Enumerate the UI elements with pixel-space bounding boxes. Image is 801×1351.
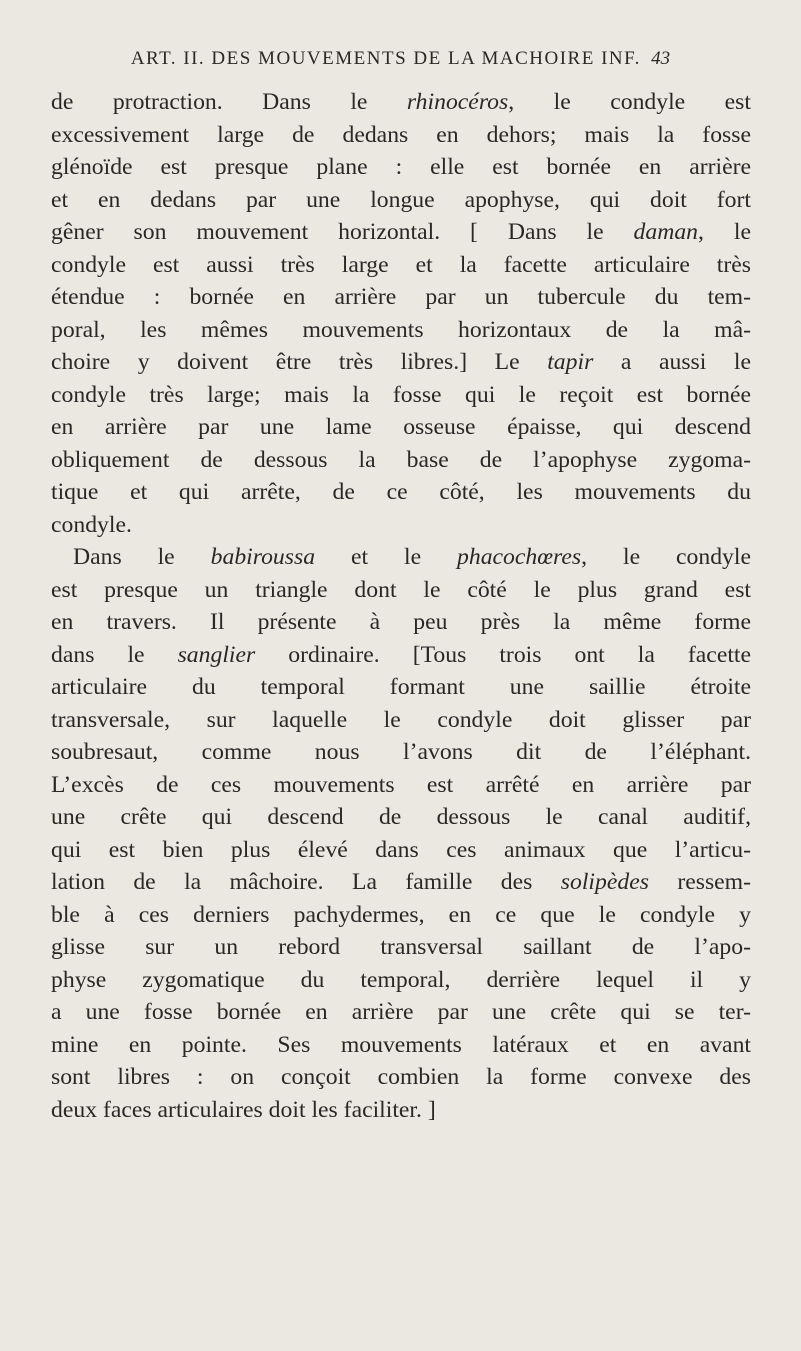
text-run: ble à ces derniers pachydermes, en ce que le condyle y — [51, 901, 751, 928]
body-text — [51, 86, 751, 1126]
text-run: choire y doivent être très libres.] Le — [51, 349, 548, 375]
italic-term: solipèdes — [560, 869, 649, 895]
text-line — [51, 314, 751, 347]
text-run: L’excès de ces mouvements est arrêté en arrière par — [51, 771, 751, 798]
text-line — [51, 86, 751, 119]
text-line — [51, 964, 751, 997]
text-line — [51, 931, 751, 964]
text-line — [51, 184, 751, 217]
text-run: articulaire du temporal formant une saillie étroite — [51, 674, 751, 700]
text-run: gêner son mouvement horizontal. [ Dans le — [51, 219, 634, 245]
text-line — [51, 834, 751, 867]
text-run: sont libres : on conçoit combien la forme convexe des — [51, 1064, 751, 1090]
text-run: , le condyle — [581, 544, 751, 570]
text-run: a aussi le — [593, 349, 752, 375]
text-line — [51, 509, 751, 542]
text-run: de protraction. Dans le — [51, 89, 407, 115]
text-line — [51, 411, 751, 444]
text-line — [51, 801, 751, 834]
italic-term: rhinocéros — [406, 89, 509, 115]
text-run: mine en pointe. Ses mouvements latéraux et en avant — [51, 1031, 751, 1058]
text-run: en travers. Il présente à peu près la même forme — [51, 609, 751, 635]
text-run: condyle très large; mais la fosse qui le reçoit est bornée — [51, 381, 751, 408]
text-run: ordinaire. [Tous trois ont la facette — [255, 641, 752, 668]
text-run: transversale, sur laquelle le condyle doit glisser par — [51, 706, 751, 733]
text-run: excessivement large de dedans en dehors; mais la fosse — [51, 121, 751, 148]
running-header — [0, 48, 801, 70]
text-run: a une fosse bornée en arrière par une crête qui se ter- — [51, 999, 751, 1025]
text-line — [51, 476, 751, 509]
text-run: qui est bien plus élevé dans ces animaux que l’articu- — [51, 836, 751, 863]
text-line — [51, 346, 751, 379]
italic-term: sanglier — [177, 641, 256, 668]
text-run: tique et qui arrête, de ce côté, les mouvements du — [51, 479, 751, 505]
text-line — [51, 769, 751, 802]
text-line — [51, 899, 751, 932]
text-run: poral, les mêmes mouvements horizontaux de la mâ- — [51, 316, 751, 343]
text-line — [51, 119, 751, 152]
text-run: dans le — [51, 641, 178, 668]
text-run: Dans le — [73, 544, 211, 570]
text-run: , le — [698, 219, 751, 245]
text-line — [51, 379, 751, 412]
text-run: lation de la mâchoire. La famille des — [51, 869, 561, 895]
text-line — [51, 249, 751, 282]
text-run: deux faces articulaires doit les faciliter. ] — [51, 1096, 436, 1123]
text-run: glénoïde est presque plane : elle est bornée en arrière — [51, 154, 751, 180]
text-line — [51, 639, 751, 672]
text-line — [51, 444, 751, 477]
text-line — [51, 574, 751, 607]
italic-term: babiroussa — [210, 544, 316, 570]
text-line — [51, 1094, 751, 1127]
text-line — [51, 1029, 751, 1062]
page-number: 43 — [651, 48, 671, 69]
text-line — [51, 996, 751, 1029]
text-run: soubresaut, comme nous l’avons dit de l’éléphant. — [51, 739, 751, 765]
italic-term: tapir — [547, 349, 594, 375]
italic-term: daman — [633, 219, 699, 245]
text-run: en arrière par une lame osseuse épaisse, qui descend — [51, 414, 751, 440]
text-run: , le condyle est — [508, 89, 751, 115]
text-line — [51, 216, 751, 249]
text-run: une crête qui descend de dessous le canal auditif, — [51, 804, 751, 830]
text-run: et le — [315, 544, 458, 570]
text-run: physe zygomatique du temporal, derrière lequel il y — [51, 966, 751, 993]
text-line — [51, 606, 751, 639]
text-run: condyle. — [51, 511, 132, 538]
text-line — [51, 736, 751, 769]
text-line — [51, 281, 751, 314]
text-run: glisse sur un rebord transversal saillant de l’apo- — [51, 934, 751, 960]
text-line — [51, 671, 751, 704]
text-line — [51, 866, 751, 899]
text-run: et en dedans par une longue apophyse, qui doit fort — [51, 186, 751, 213]
italic-term: phacochœres — [457, 544, 582, 570]
text-run: condyle est aussi très large et la facette articulaire très — [51, 251, 751, 278]
text-run: est presque un triangle dont le côté le plus grand est — [51, 576, 751, 603]
running-title: ART. II. DES MOUVEMENTS DE LA MACHOIRE INF. — [130, 48, 641, 69]
text-line — [51, 1061, 751, 1094]
text-run: étendue : bornée en arrière par un tubercule du tem- — [51, 284, 751, 310]
text-run: ressem- — [648, 869, 751, 895]
text-line — [51, 151, 751, 184]
text-line — [51, 541, 751, 574]
text-line — [51, 704, 751, 737]
text-run: obliquement de dessous la base de l’apophyse zygoma- — [51, 446, 751, 473]
